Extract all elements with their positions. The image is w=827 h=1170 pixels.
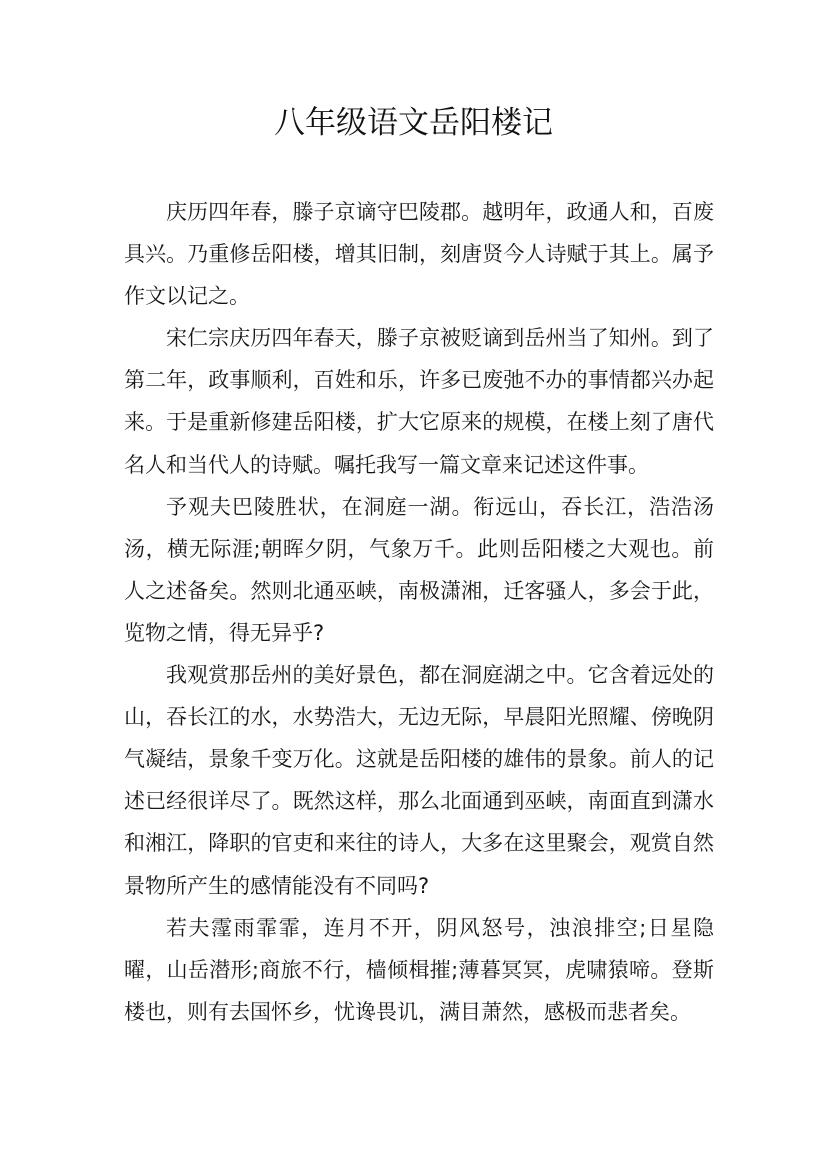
document-title: 八年级语文岳阳楼记 xyxy=(274,105,553,141)
paragraph-4-translation: 我观赏那岳州的美好景色，都在洞庭湖之中。它含着远处的山，吞长江的水，水势浩大，无边无际，早晨阳光照耀、傍晚阴气凝结，景象千变万化。这就是岳阳楼的雄伟的景象。前人的记述已经很详尽了。既然这样，那么北面通到巫峡，南面直到潇水和湘江，降职的官吏和来往的诗人，大多在这里聚会，观赏自然景物所产生的感情能没有不同吗? xyxy=(124,663,714,898)
document-body xyxy=(124,191,714,1033)
paragraph-3-original: 予观夫巴陵胜状，在洞庭一湖。衔远山，吞长江，浩浩汤汤，横无际涯;朝晖夕阴，气象万千。此则岳阳楼之大观也。前人之述备矣。然则北通巫峡，南极潇湘，迁客骚人，多会于此，览物之情，得无异乎? xyxy=(124,494,714,645)
paragraph-5-original: 若夫霪雨霏霏，连月不开，阴风怒号，浊浪排空;日星隐曜，山岳潜形;商旅不行，樯倾楫摧;薄暮冥冥，虎啸猿啼。登斯楼也，则有去国怀乡，忧谗畏讥，满目萧然，感极而悲者矣。 xyxy=(124,915,714,1024)
paragraph-1-original: 庆历四年春，滕子京谪守巴陵郡。越明年，政通人和，百废具兴。乃重修岳阳楼，增其旧制，刻唐贤今人诗赋于其上。属予作文以记之。 xyxy=(124,200,714,309)
paragraph-2-translation: 宋仁宗庆历四年春天，滕子京被贬谪到岳州当了知州。到了第二年，政事顺利，百姓和乐，许多已废弛不办的事情都兴办起来。于是重新修建岳阳楼，扩大它原来的规模，在楼上刻了唐代名人和当代人的诗赋。嘱托我写一篇文章来记述这件事。 xyxy=(124,326,714,477)
